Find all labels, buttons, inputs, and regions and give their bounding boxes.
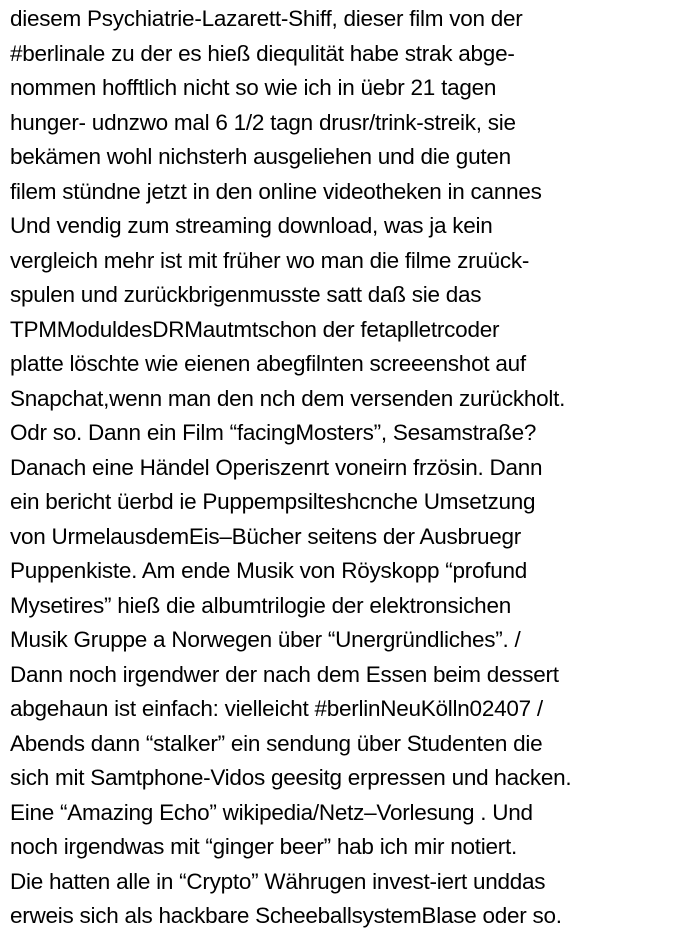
- text-line: noch irgendwas mit “ginger beer” hab ich mir notiert.: [10, 834, 517, 859]
- text-line: TPMModuldesDRMautmtschon der fetaplletrcoder: [10, 316, 500, 342]
- text-line: Mysetires” hieß die albumtrilogie der elektronsichen: [10, 592, 511, 618]
- text-line: nommen hofftlich nicht so wie ich in üebr 21 tagen: [10, 75, 497, 100]
- text-line: Dann noch irgendwer der nach dem Essen beim dessert: [10, 661, 559, 687]
- text-line: diesem Psychiatrie-Lazarett-Shiff, dieser film von der: [10, 6, 523, 31]
- text-line: von UrmelausdemEis–Bücher seitens der Ausbruegr: [10, 523, 522, 549]
- text-line: Abends dann “stalker” ein sendung über Studenten die: [10, 730, 543, 756]
- text-line: platte löschte wie eienen abegfilnten screeenshot auf: [10, 351, 526, 376]
- text-line: Die hatten alle in “Crypto” Währugen invest-iert unddas: [10, 868, 546, 894]
- text-line: Puppenkiste. Am ende Musik von Röyskopp “profund: [10, 558, 528, 583]
- text-line: abgehaun ist einfach: vielleicht #berlinNeuKölln02407 /: [10, 696, 543, 721]
- text-line: sich mit Samtphone-Vidos geesitg erpressen und hacken.: [10, 765, 572, 790]
- text-line: Danach eine Händel Operiszenrt voneirn frzösin. Dann: [10, 454, 543, 480]
- text-line: filem stündne jetzt in den online videotheken in cannes: [10, 178, 542, 204]
- text-line: vergleich mehr ist mit früher wo man die filme zruück-: [10, 247, 530, 273]
- text-line: Odr so. Dann ein Film “facingMosters”, Sesamstraße?: [10, 420, 537, 445]
- text-line: Und vendig zum streaming download, was ja kein: [10, 213, 493, 238]
- text-line: spulen und zurückbrigenmusste satt daß sie das: [10, 282, 482, 307]
- text-line: Snapchat,wenn man den nch dem versenden zurückholt.: [10, 385, 566, 411]
- text-line: erweis sich als hackbare ScheeballsystemBlase oder so.: [10, 903, 562, 928]
- text-line: bekämen wohl nichsterh ausgeliehen und die guten: [10, 144, 511, 169]
- text-line: #berlinale zu der es hieß diequlität habe strak abge-: [10, 40, 515, 66]
- text-line: Musik Gruppe a Norwegen über “Unergründliches”. /: [10, 627, 521, 652]
- text-body: [10, 2, 682, 934]
- text-line: Eine “Amazing Echo” wikipedia/Netz–Vorlesung . Und: [10, 799, 533, 825]
- text-line: hunger- udnzwo mal 6 1/2 tagn drusr/trink-streik, sie: [10, 109, 516, 135]
- text-line: ein bericht üerbd ie Puppempsilteshcnche Umsetzung: [10, 489, 536, 514]
